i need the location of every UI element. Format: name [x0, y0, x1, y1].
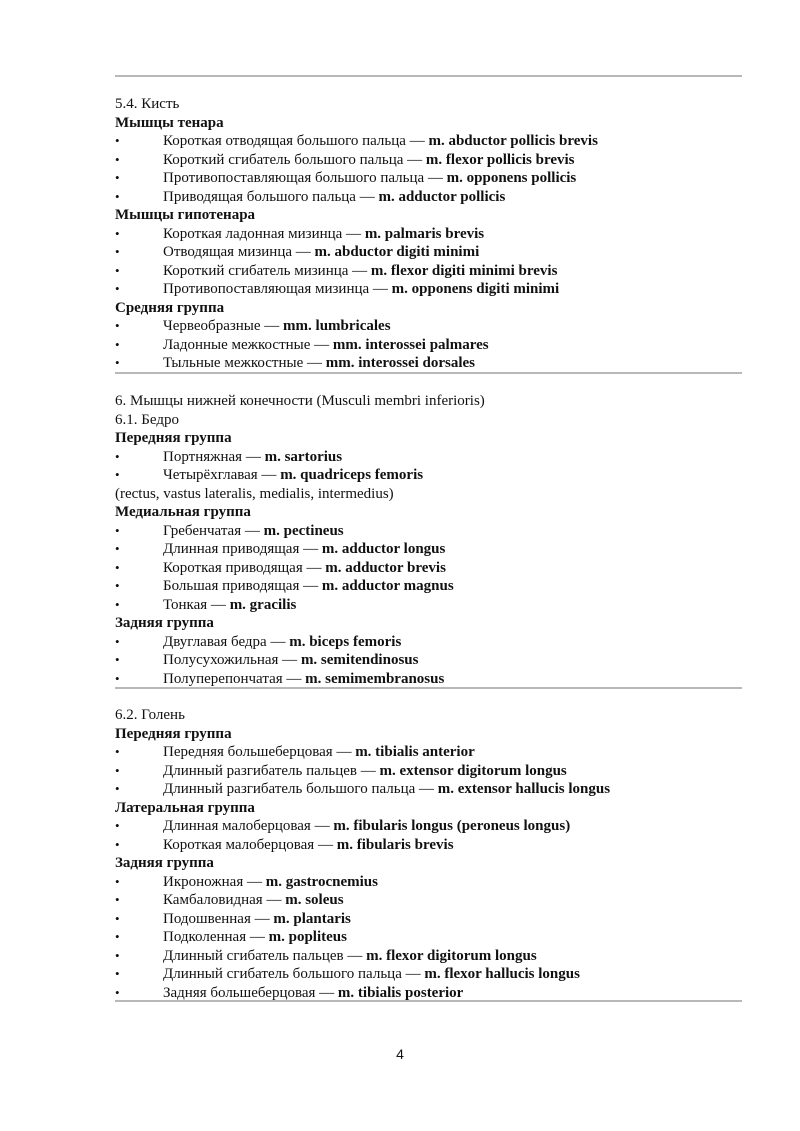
bullet-icon: • — [115, 262, 120, 278]
russian-name: Отводящая мизинца — — [163, 244, 311, 260]
bullet-icon: • — [115, 170, 120, 185]
russian-name: Длинная малоберцовая — — [163, 818, 330, 834]
bullet-icon: • — [115, 984, 120, 1000]
muscle-list-item — [115, 762, 610, 781]
lower-limb-title: 6. Мышцы нижней конечности (Musculi membri inferioris) — [115, 393, 485, 409]
muscle-group — [115, 206, 598, 299]
quadriceps-note: (rectus, vastus lateralis, medialis, intermedius) — [115, 485, 394, 502]
bullet-icon: • — [115, 910, 120, 926]
latin-name: m. gastrocnemius — [265, 873, 378, 890]
russian-name: Гребенчатая — — [163, 522, 260, 539]
bullet-icon: • — [115, 744, 120, 759]
latin-name: m. adductor magnus — [321, 578, 454, 594]
item-list — [115, 522, 485, 615]
bullet-icon: • — [115, 448, 120, 464]
leg-section — [115, 706, 610, 1002]
russian-name: Короткая ладонная мизинца — — [163, 225, 362, 242]
latin-name: m. flexor digitorum longus — [366, 947, 537, 964]
latin-name: m. tibialis anterior — [355, 744, 475, 760]
latin-name: m. adductor pollicis — [378, 188, 506, 205]
bullet-icon: • — [115, 133, 120, 148]
group-heading: Задняя группа — [115, 615, 214, 631]
group-heading: Средняя группа — [115, 299, 225, 316]
latin-name: m. semimembranosus — [305, 670, 445, 687]
muscle-group — [115, 799, 610, 855]
bullet-icon: • — [115, 541, 120, 556]
section-title: 5.4. Кисть — [115, 96, 180, 112]
russian-name: Портняжная — — [163, 448, 261, 465]
russian-name: Ладонные межкостные — — [163, 336, 330, 353]
bullet-icon: • — [115, 670, 120, 686]
muscle-list-item — [115, 243, 598, 262]
thigh-section — [115, 392, 485, 688]
muscle-list-item — [115, 132, 598, 151]
thigh-medial-group — [115, 503, 485, 614]
latin-name: m. soleus — [285, 892, 344, 908]
latin-name: m. popliteus — [268, 929, 347, 945]
muscle-group — [115, 299, 598, 373]
divider-after-thigh — [115, 687, 742, 689]
group-heading: Передняя группа — [115, 430, 232, 446]
latin-name: m. quadriceps femoris — [280, 467, 424, 483]
bullet-icon: • — [115, 559, 120, 575]
russian-name: Противопоставляющая большого пальца — — [163, 170, 443, 186]
bullet-icon: • — [115, 873, 120, 889]
bullet-icon: • — [115, 966, 120, 981]
russian-name: Длинный разгибатель большого пальца — — [163, 781, 435, 797]
latin-name: m. fibularis longus (peroneus longus) — [333, 818, 571, 834]
bullet-icon: • — [115, 188, 120, 204]
russian-name: Короткая отводящая большого пальца — — [163, 133, 425, 149]
bullet-icon: • — [115, 281, 120, 296]
bullet-icon: • — [115, 762, 120, 778]
latin-name: m. tibialis posterior — [337, 984, 464, 1001]
group-heading: Задняя группа — [115, 855, 214, 871]
muscle-list-item — [115, 336, 598, 355]
muscle-list-item — [115, 670, 485, 689]
russian-name: Приводящая большого пальца — — [163, 188, 375, 205]
muscle-list-item — [115, 188, 598, 207]
muscle-list-item — [115, 262, 598, 281]
russian-name: Длинный разгибатель пальцев — — [163, 762, 376, 779]
latin-name: mm. lumbricales — [283, 318, 391, 334]
russian-name: Передняя большеберцовая — — [163, 744, 352, 760]
muscle-list-item — [115, 651, 485, 670]
muscle-list-item — [115, 891, 610, 910]
muscle-list-item — [115, 965, 610, 984]
muscle-list-item — [115, 354, 598, 373]
latin-name: m. flexor hallucis longus — [424, 966, 580, 982]
bullet-icon: • — [115, 781, 120, 796]
russian-name: Длинная приводящая — — [163, 541, 319, 557]
bullet-icon: • — [115, 467, 120, 482]
latin-name: mm. interossei dorsales — [325, 355, 476, 371]
group-heading: Передняя группа — [115, 725, 232, 742]
latin-name: m. flexor pollicis brevis — [425, 151, 575, 168]
muscle-list-item — [115, 522, 485, 541]
bullet-icon: • — [115, 633, 120, 649]
muscle-list-item — [115, 910, 610, 929]
group-heading: Мышцы тенара — [115, 114, 224, 131]
muscle-list-item — [115, 317, 598, 336]
russian-name: Червеобразные — — [163, 318, 280, 334]
russian-name: Короткий сгибатель большого пальца — — [163, 151, 423, 168]
russian-name: Полуперепончатая — — [163, 670, 302, 687]
latin-name: m. semitendinosus — [300, 652, 419, 668]
divider-after-hand — [115, 372, 742, 374]
muscle-list-item — [115, 633, 485, 652]
latin-name: m. palmaris brevis — [364, 225, 485, 242]
bullet-icon: • — [115, 578, 120, 593]
latin-name: m. adductor longus — [321, 541, 446, 557]
bullet-icon: • — [115, 151, 120, 167]
latin-name: m. sartorius — [264, 448, 343, 465]
latin-name: m. adductor brevis — [325, 559, 446, 576]
group-heading: Медиальная группа — [115, 504, 251, 520]
muscle-list-item — [115, 817, 610, 836]
muscle-list-item — [115, 151, 598, 170]
russian-name: Задняя большеберцовая — — [163, 984, 335, 1001]
thigh-anterior-group — [115, 429, 485, 503]
bullet-icon: • — [115, 947, 120, 963]
muscle-list-item — [115, 577, 485, 596]
hand-groups — [115, 114, 598, 373]
muscle-list-item — [115, 947, 610, 966]
bullet-icon: • — [115, 929, 120, 944]
russian-name: Короткая приводящая — — [163, 559, 322, 576]
latin-name: m. plantaris — [273, 910, 351, 927]
muscle-list-item — [115, 169, 598, 188]
page-number: 4 — [396, 1046, 404, 1062]
russian-name: Противопоставляющая мизинца — — [163, 281, 388, 297]
muscle-list-item — [115, 928, 610, 947]
section-title: 6.2. Голень — [115, 707, 185, 723]
muscle-list-item — [115, 540, 485, 559]
divider-after-leg — [115, 1000, 742, 1002]
bullet-icon: • — [115, 355, 120, 370]
latin-name: m. opponens pollicis — [446, 170, 577, 186]
muscle-list-item — [115, 448, 485, 467]
bullet-icon: • — [115, 892, 120, 907]
russian-name: Большая приводящая — — [163, 578, 319, 594]
latin-name: m. extensor hallucis longus — [437, 781, 611, 797]
muscle-group — [115, 854, 610, 1002]
thigh-posterior-group — [115, 614, 485, 688]
latin-name: m. flexor digiti minimi brevis — [370, 262, 558, 279]
latin-name: m. fibularis brevis — [336, 836, 454, 853]
bullet-icon: • — [115, 336, 120, 352]
russian-name: Короткая малоберцовая — — [163, 836, 333, 853]
item-list — [115, 633, 485, 689]
russian-name: Полусухожильная — — [163, 652, 298, 668]
bullet-icon: • — [115, 522, 120, 538]
hand-section — [115, 95, 598, 373]
russian-name: Короткий сгибатель мизинца — — [163, 262, 368, 279]
russian-name: Подколенная — — [163, 929, 265, 945]
muscle-list-item — [115, 559, 485, 578]
item-list — [115, 448, 485, 485]
muscle-list-item — [115, 780, 610, 799]
muscle-list-item — [115, 225, 598, 244]
latin-name: m. opponens digiti minimi — [391, 281, 560, 297]
top-divider — [115, 75, 742, 77]
bullet-icon: • — [115, 818, 120, 833]
muscle-list-item — [115, 596, 485, 615]
muscle-list-item — [115, 743, 610, 762]
bullet-icon: • — [115, 836, 120, 852]
muscle-group — [115, 114, 598, 207]
bullet-icon: • — [115, 225, 120, 241]
russian-name: Двуглавая бедра — — [163, 633, 286, 650]
latin-name: mm. interossei palmares — [332, 336, 489, 353]
russian-name: Длинный сгибатель большого пальца — — [163, 966, 421, 982]
muscle-list-item — [115, 836, 610, 855]
russian-name: Тыльные межкостные — — [163, 355, 322, 371]
russian-name: Четырёхглавая — — [163, 467, 277, 483]
latin-name: m. abductor digiti minimi — [314, 244, 480, 260]
latin-name: m. biceps femoris — [289, 633, 402, 650]
muscle-list-item — [115, 873, 610, 892]
bullet-icon: • — [115, 318, 120, 333]
muscle-list-item — [115, 466, 485, 485]
russian-name: Подошвенная — — [163, 910, 270, 927]
bullet-icon: • — [115, 244, 120, 259]
muscle-group — [115, 725, 610, 799]
group-heading: Мышцы гипотенара — [115, 207, 256, 223]
russian-name: Тонкая — — [163, 596, 226, 613]
group-heading: Латеральная группа — [115, 799, 255, 816]
russian-name: Камбаловидная — — [163, 892, 282, 908]
latin-name: m. abductor pollicis brevis — [428, 133, 598, 149]
leg-groups — [115, 725, 610, 1003]
muscle-list-item — [115, 280, 598, 299]
bullet-icon: • — [115, 596, 120, 612]
latin-name: m. pectineus — [263, 522, 344, 539]
russian-name: Икроножная — — [163, 873, 262, 890]
latin-name: m. gracilis — [229, 596, 297, 613]
bullet-icon: • — [115, 652, 120, 667]
section-title: 6.1. Бедро — [115, 411, 179, 428]
russian-name: Длинный сгибатель пальцев — — [163, 947, 363, 964]
latin-name: m. extensor digitorum longus — [379, 762, 567, 779]
